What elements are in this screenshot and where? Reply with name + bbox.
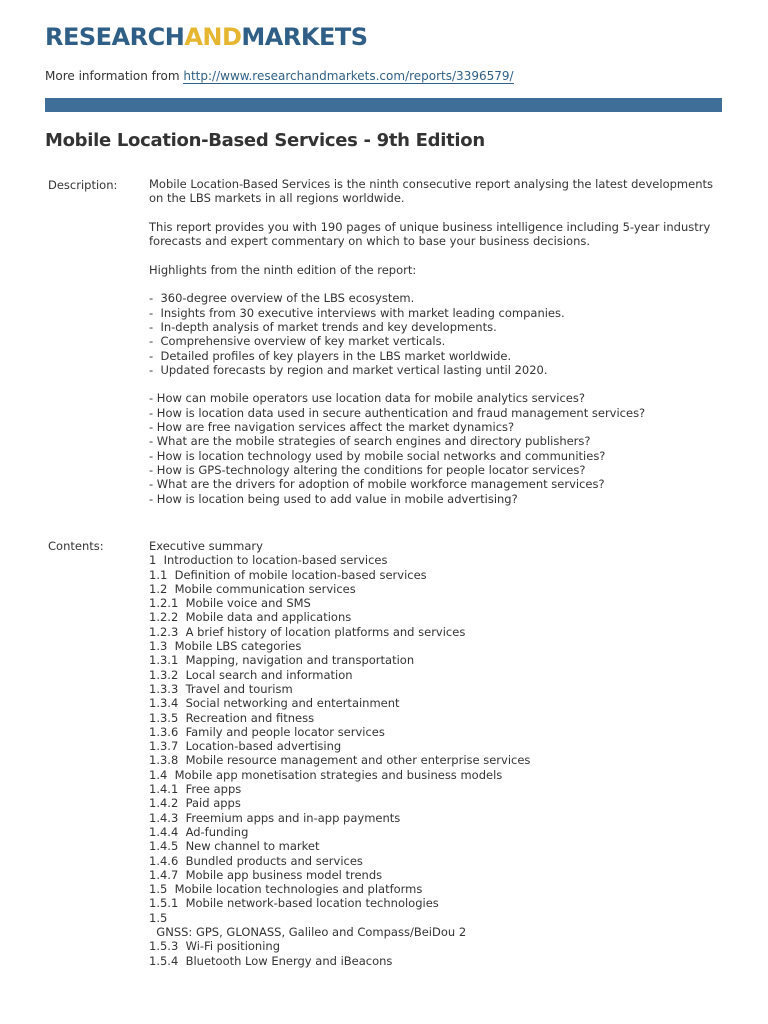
logo-research: RESEARCH — [45, 23, 185, 51]
more-info-prefix: More information from — [45, 69, 184, 83]
list-item: - How is location technology used by mobile social networks and communities? — [149, 448, 606, 463]
list-item: - 360-degree overview of the LBS ecosystem. — [149, 291, 415, 306]
list-item: - Comprehensive overview of key market verticals. — [149, 334, 446, 349]
toc-item: 1.5 Mobile location technologies and platforms — [149, 882, 423, 897]
list-item: - In-depth analysis of market trends and key developments. — [149, 319, 497, 334]
description-label: Description: — [48, 178, 118, 192]
toc-item: 1.3.5 Recreation and fitness — [149, 710, 315, 725]
list-item: - Detailed profiles of key players in the LBS market worldwide. — [149, 348, 512, 363]
list-item: - How are free navigation services affect the market dynamics? — [149, 420, 515, 435]
toc-item: 1.4 Mobile app monetisation strategies and business models — [149, 767, 503, 782]
toc-item: 1.1 Definition of mobile location-based services — [149, 567, 427, 582]
toc-item: 1.5 — [149, 910, 168, 925]
description-para-3: Highlights from the ninth edition of the report: — [149, 262, 417, 277]
toc-item: 1.4.5 New channel to market — [149, 839, 320, 854]
list-item: - What are the mobile strategies of search engines and directory publishers? — [149, 434, 591, 449]
toc-item: 1.3.4 Social networking and entertainment — [149, 696, 400, 711]
highlights-list — [149, 291, 724, 377]
toc-item: 1.4.1 Free apps — [149, 782, 242, 797]
questions-list — [149, 391, 724, 505]
description-para-2: This report provides you with 190 pages of unique business intelligence including 5-year industry forecasts and expert commentary on which to base your business decisions. — [149, 219, 711, 249]
toc-item: 1.3.8 Mobile resource management and other enterprise services — [149, 753, 531, 768]
page-title: Mobile Location-Based Services - 9th Edition — [45, 130, 485, 151]
toc-item: 1 Introduction to location-based services — [149, 553, 388, 568]
toc-item: 1.2 Mobile communication services — [149, 581, 356, 596]
contents-label: Contents: — [48, 539, 104, 553]
logo-and: AND — [184, 23, 242, 51]
toc-item: 1.3 Mobile LBS categories — [149, 639, 302, 654]
list-item: - What are the drivers for adoption of mobile workforce management services? — [149, 477, 605, 492]
report-link[interactable]: http://www.researchandmarkets.com/reports/3396579/ — [183, 69, 514, 83]
list-item: - How is location data used in secure authentication and fraud management services? — [149, 405, 646, 420]
toc-item: 1.4.7 Mobile app business model trends — [149, 867, 383, 882]
toc-item: 1.4.6 Bundled products and services — [149, 853, 363, 868]
toc-item: 1.4.2 Paid apps — [149, 796, 241, 811]
list-item: - How can mobile operators use location data for mobile analytics services? — [149, 391, 585, 406]
toc-item: 1.2.3 A brief history of location platforms and services — [149, 624, 466, 639]
description-body — [149, 177, 724, 520]
list-item: - How is location being used to add value in mobile advertising? — [149, 491, 518, 506]
toc-item: 1.4.4 Ad-funding — [149, 824, 249, 839]
description-para-1: Mobile Location-Based Services is the ninth consecutive report analysing the latest developments on the LBS markets in all regions worldwide. — [149, 177, 713, 206]
header-divider-bar — [45, 98, 722, 112]
logo-markets: MARKETS — [241, 23, 368, 51]
toc-item: 1.4.3 Freemium apps and in-app payments — [149, 810, 401, 825]
toc-item: 1.5.4 Bluetooth Low Energy and iBeacons — [149, 953, 393, 968]
more-info-line — [45, 69, 514, 83]
list-item: - How is GPS-technology altering the conditions for people locator services? — [149, 462, 586, 477]
contents-body — [149, 539, 724, 982]
toc-item: 1.5.1 Mobile network-based location technologies — [149, 896, 439, 911]
toc-item: 1.3.2 Local search and information — [149, 667, 353, 682]
toc-item: 1.3.7 Location-based advertising — [149, 739, 342, 754]
toc-item: Executive summary — [149, 539, 263, 553]
toc-item: 1.5.3 Wi-Fi positioning — [149, 939, 280, 954]
toc-item: 1.3.1 Mapping, navigation and transportation — [149, 653, 415, 668]
table-of-contents — [149, 539, 724, 968]
toc-item: 1.3.3 Travel and tourism — [149, 681, 293, 696]
brand-logo[interactable] — [45, 22, 368, 52]
toc-item: 1.3.6 Family and people locator services — [149, 724, 385, 739]
list-item: - Insights from 30 executive interviews with market leading companies. — [149, 305, 565, 320]
list-item: - Updated forecasts by region and market vertical lasting until 2020. — [149, 362, 548, 377]
toc-item: 1.2.2 Mobile data and applications — [149, 610, 352, 625]
toc-item: 1.2.1 Mobile voice and SMS — [149, 596, 311, 611]
toc-item: GNSS: GPS, GLONASS, Galileo and Compass/BeiDou 2 — [149, 925, 467, 940]
